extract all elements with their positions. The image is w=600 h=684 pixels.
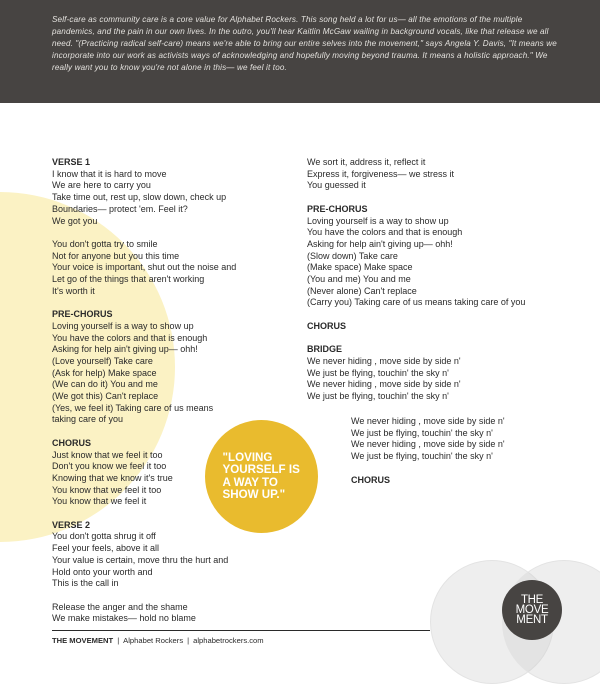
lyric-line: We never hiding , move side by side n' bbox=[351, 439, 505, 450]
lyric-line: taking care of you bbox=[52, 414, 124, 425]
the-movement-logo bbox=[502, 580, 562, 640]
lyric-line: You know that we feel it bbox=[52, 496, 147, 507]
lyric-line: We are here to carry you bbox=[52, 180, 151, 191]
footer-separator: | bbox=[187, 636, 190, 645]
lyric-line: Knowing that we know it's true bbox=[52, 472, 173, 483]
intro-paragraph: Self-care as community care is a core value for Alphabet Rockers. This song held a lot for us— all the emotions of the multiple pandemics, and the pain in our own lives. In the outro, you'll hear Kaitlin McGaw wailing in background vocals, like that release we all need. "(Practicing radical self-care) means we're able to bring our entire selves into the movement," says Angela Y. Davis, "It means we incorporate into our work as activists ways of acknowledging and hopefully moving beyond trauma. It means a holistic approach." We really want you to know you're not alone in this— we feel it too. bbox=[52, 15, 557, 72]
bridge-repeat bbox=[351, 416, 581, 463]
section-title: CHORUS bbox=[351, 474, 391, 485]
lyric-line: We sort it, address it, reflect it bbox=[307, 157, 426, 167]
lyric-line: You don't gotta shrug it off bbox=[52, 531, 156, 542]
lyric-line: We never hiding , move side by side n' bbox=[307, 379, 461, 390]
lyric-line: Boundaries— protect 'em. Feel it? bbox=[52, 203, 188, 214]
lyric-line: Feel your feels, above it all bbox=[52, 543, 160, 554]
lyric-line: Express it, forgiveness— we stress it bbox=[307, 168, 455, 179]
verse-2-part-2 bbox=[52, 602, 282, 625]
lyric-line: Not for anyone but you this time bbox=[52, 250, 180, 261]
lyric-line: (Slow down) Take care bbox=[307, 250, 398, 261]
verse-2-part-3 bbox=[307, 157, 577, 192]
lyric-line: We just be flying, touchin' the sky n' bbox=[307, 391, 449, 402]
footer-website: alphabetrockers.com bbox=[193, 636, 264, 645]
footer-divider bbox=[52, 630, 430, 631]
footer-separator: | bbox=[117, 636, 120, 645]
bridge bbox=[307, 344, 577, 403]
section-title: PRE-CHORUS bbox=[307, 203, 368, 214]
logo-line: MOVE bbox=[515, 604, 549, 616]
lyric-line: (Make space) Make space bbox=[307, 262, 413, 273]
lyric-line: We just be flying, touchin' the sky n' bbox=[307, 367, 449, 378]
lyric-line: You have the colors and that is enough bbox=[307, 227, 463, 238]
bridge-repeat-column bbox=[351, 416, 581, 486]
logo-line: MENT bbox=[516, 614, 548, 626]
pull-quote-circle bbox=[205, 420, 318, 533]
lyric-line: Release the anger and the shame bbox=[52, 601, 188, 612]
lyric-line: (Ask for help) Make space bbox=[52, 367, 157, 378]
lyric-line: Your value is certain, move thru the hurt and bbox=[52, 554, 229, 565]
lyric-line: This is the call in bbox=[52, 578, 119, 589]
lyric-line: Don't you know we feel it too bbox=[52, 461, 167, 472]
section-title: CHORUS bbox=[307, 320, 347, 331]
lyric-line: (We can do it) You and me bbox=[52, 379, 158, 390]
section-title: PRE-CHORUS bbox=[52, 309, 113, 320]
lyrics-right-column bbox=[307, 157, 577, 403]
lyric-line: Your voice is important, shut out the noise and bbox=[52, 262, 237, 273]
lyric-line: Asking for help ain't giving up— ohh! bbox=[52, 344, 198, 355]
lyric-line: You have the colors and that is enough bbox=[52, 332, 208, 343]
section-title: VERSE 2 bbox=[52, 519, 91, 530]
lyric-line: Loving yourself is a way to show up bbox=[52, 320, 194, 331]
lyric-line: Hold onto your worth and bbox=[52, 566, 153, 577]
section-title: CHORUS bbox=[52, 437, 92, 448]
lyric-line: You know that we feel it too bbox=[52, 484, 162, 495]
footer bbox=[52, 636, 264, 645]
lyric-line: We make mistakes— hold no blame bbox=[52, 613, 196, 624]
lyric-line: (Yes, we feel it) Taking care of us means bbox=[52, 402, 214, 413]
chorus-3 bbox=[351, 475, 581, 487]
section-title: VERSE 1 bbox=[52, 157, 91, 167]
lyric-line: Asking for help ain't giving up— ohh! bbox=[307, 238, 453, 249]
lyric-line: (Love yourself) Take care bbox=[52, 355, 153, 366]
header-band bbox=[0, 0, 600, 103]
lyric-line: Loving yourself is a way to show up bbox=[307, 215, 449, 226]
lyrics-left-column bbox=[52, 157, 282, 625]
pull-quote: "LOVING YOURSELF IS A WAY TO SHOW UP." bbox=[222, 450, 300, 501]
lyric-line: I know that it is hard to move bbox=[52, 168, 167, 179]
lyric-line: (We got this) Can't replace bbox=[52, 391, 159, 402]
lyric-line: We never hiding , move side by side n' bbox=[307, 355, 461, 366]
lyric-line: You guessed it bbox=[307, 180, 366, 191]
lyric-line: Let go of the things that aren't working bbox=[52, 274, 205, 285]
chorus-2 bbox=[307, 321, 577, 333]
lyric-line: Just know that we feel it too bbox=[52, 449, 163, 460]
verse-1-part-2 bbox=[52, 239, 282, 298]
lyric-line: (Never alone) Can't replace bbox=[307, 285, 417, 296]
pre-chorus-2 bbox=[307, 204, 577, 309]
lyric-line: Take time out, rest up, slow down, check up bbox=[52, 192, 227, 203]
logo-line: THE bbox=[520, 594, 544, 606]
lyric-line: We got you bbox=[52, 215, 98, 226]
footer-title: THE MOVEMENT bbox=[52, 636, 114, 645]
lyric-line: It's worth it bbox=[52, 285, 95, 296]
section-title: BRIDGE bbox=[307, 344, 343, 355]
lyric-line: (Carry you) Taking care of us means taking care of you bbox=[307, 297, 526, 308]
lyric-line: We just be flying, touchin' the sky n' bbox=[351, 427, 493, 438]
lyric-line: We just be flying, touchin' the sky n' bbox=[351, 451, 493, 462]
verse-1 bbox=[52, 157, 282, 227]
lyric-line: (You and me) You and me bbox=[307, 274, 411, 285]
pre-chorus-1 bbox=[52, 309, 282, 426]
lyric-line: You don't gotta try to smile bbox=[52, 238, 158, 249]
footer-artist: Alphabet Rockers bbox=[123, 636, 184, 645]
lyric-line: We never hiding , move side by side n' bbox=[351, 416, 505, 426]
